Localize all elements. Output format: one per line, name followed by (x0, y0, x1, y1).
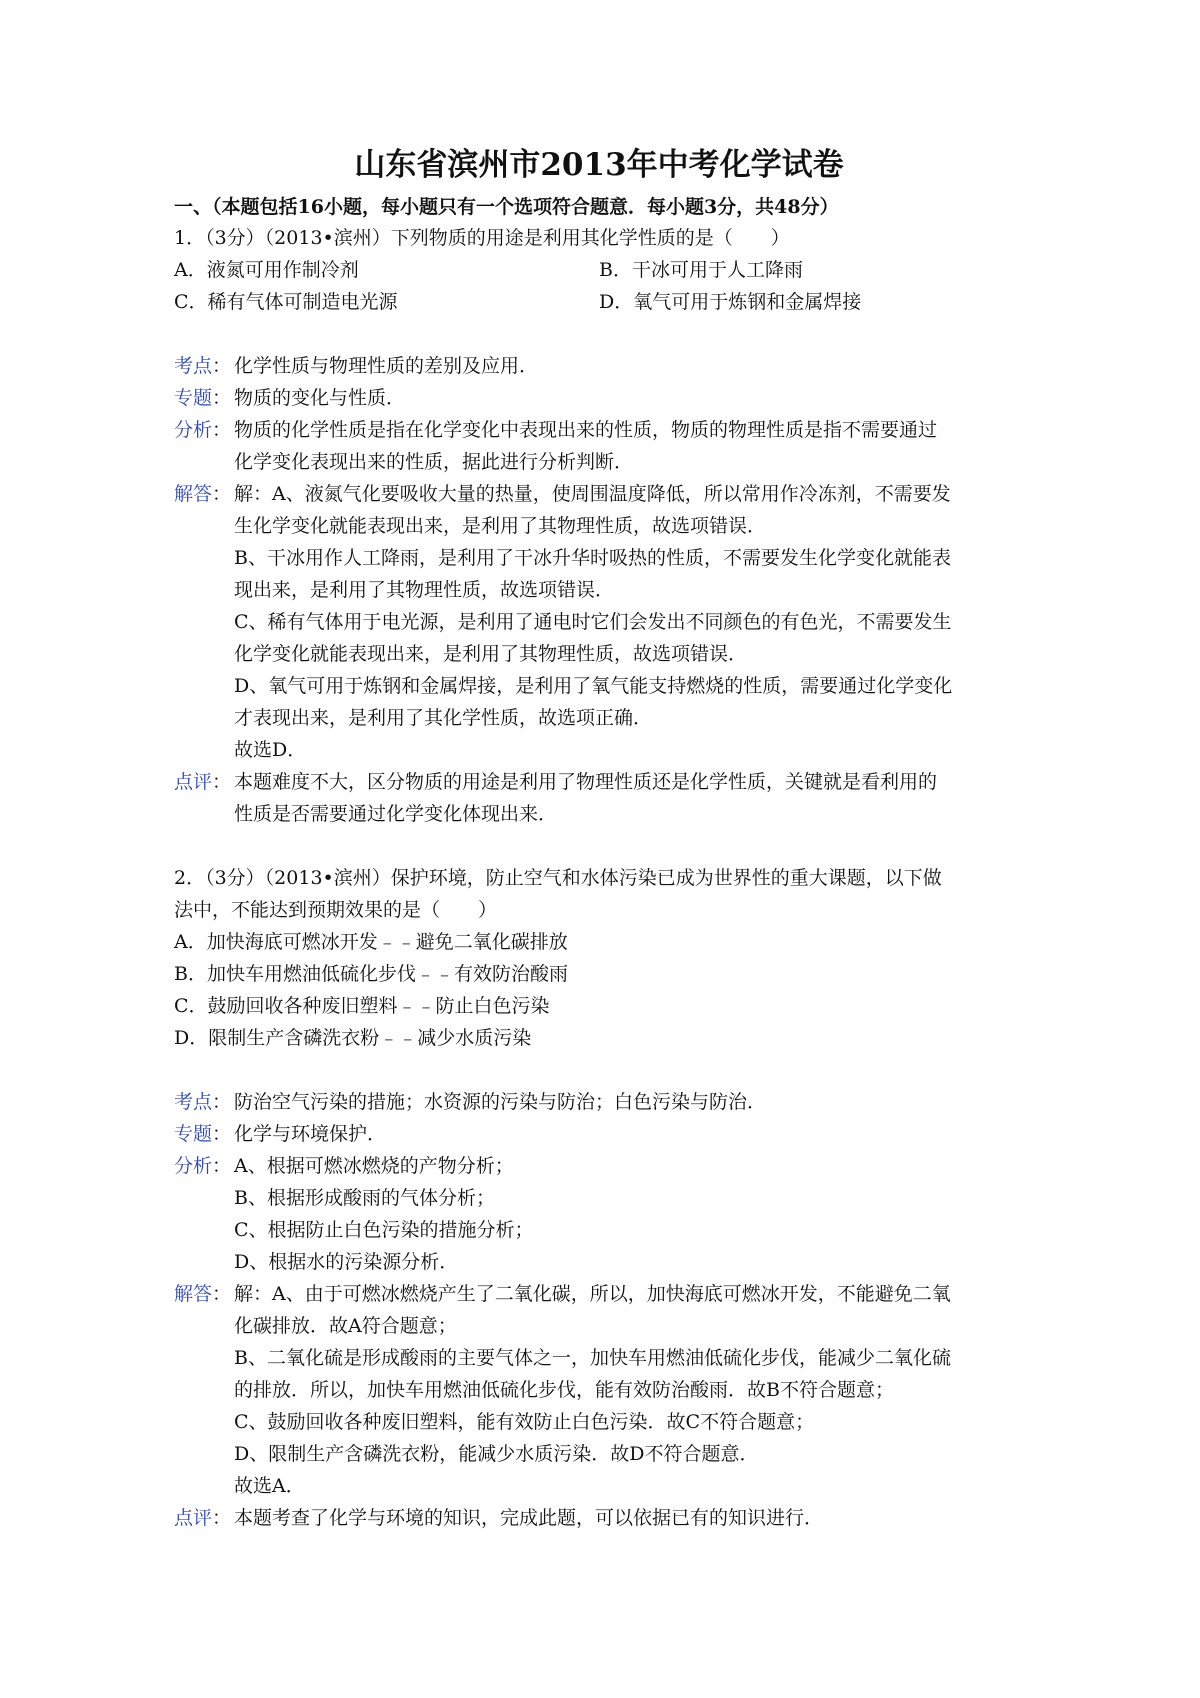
option-b: B．加快车用燃油低硫化步伐﹣﹣有效防治酸雨 (174, 963, 568, 985)
jieda-line: 现出来，是利用了其物理性质，故选项错误． (234, 579, 615, 601)
zhuanti-block: 专题： 化学与环境保护． (174, 1118, 1034, 1150)
jieda-line: 故选D． (234, 739, 307, 761)
jieda-line: 的排放．所以，加快车用燃油低硫化步伐，能有效防治酸雨．故B不符合题意； (234, 1379, 894, 1401)
question-2 (174, 862, 1034, 1534)
option-b: B．干冰可用于人工降雨 (599, 259, 803, 281)
jieda-line: 故选A． (234, 1475, 305, 1497)
jieda-line: D、氧气可用于炼钢和金属焊接，是利用了氧气能支持燃烧的性质，需要通过化学变化 (234, 675, 953, 697)
option-a: A．液氮可用作制冷剂 (174, 259, 359, 281)
fenxi-line: C、根据防止白色污染的措施分析； (234, 1219, 534, 1241)
jieda-label: 解答 (174, 483, 213, 505)
jieda-line: 化学变化就能表现出来，是利用了其物理性质，故选项错误． (234, 643, 748, 665)
question-1 (174, 222, 1034, 830)
question-stem: 2．（3分）（2013•滨州）保护环境，防止空气和水体污染已成为世界性的重大课题，以下做 (174, 867, 942, 889)
question-stem: 法中，不能达到预期效果的是（ ） (174, 899, 498, 921)
jieda-line: B、二氧化硫是形成酸雨的主要气体之一，加快车用燃油低硫化步伐，能减少二氧化硫 (234, 1347, 951, 1369)
fenxi-line: 物质的化学性质是指在化学变化中表现出来的性质，物质的物理性质是指不需要通过 (234, 419, 938, 441)
zhuanti-text: 物质的变化与性质． (234, 387, 406, 409)
kaodian-text: 化学性质与物理性质的差别及应用． (234, 355, 539, 377)
dianping-label: 点评 (174, 1507, 213, 1529)
zhuanti-block: 专题： 物质的变化与性质． (174, 382, 1034, 414)
kaodian-block: 考点： 化学性质与物理性质的差别及应用． (174, 350, 1034, 382)
fenxi-line: D、根据水的污染源分析． (234, 1251, 459, 1273)
dianping-line: 性质是否需要通过化学变化体现出来． (234, 803, 558, 825)
exam-page (174, 140, 1034, 1534)
jieda-line: 解：A、液氮气化要吸收大量的热量，使周围温度降低，所以常用作冷冻剂，不需要发 (234, 483, 951, 505)
jieda-block: 解答： 解：A、由于可燃冰燃烧产生了二氧化碳，所以，加快海底可燃冰开发，不能避免二氧 化碳排放．故A符合题意； B、二氧化硫是形成酸雨的主要气体之一，加快车用燃油低硫化步伐，能减少二氧化硫 的排放．所以，加快车用燃油低硫化步伐，能有效防治酸雨．故B不符合题意； C、鼓励回收各种废旧塑料，能有效防止白色污染．故C不符合题意； D、限制生产含磷洗衣粉，能减少水质污染．故D不符合题意． 故选A． (174, 1278, 1034, 1502)
section-header: 一、（本题包括16小题，每小题只有一个选项符合题意．每小题3分，共48分） (174, 196, 839, 218)
jieda-line: C、鼓励回收各种废旧塑料，能有效防止白色污染．故C不符合题意； (234, 1411, 815, 1433)
dianping-block: 点评： 本题难度不大，区分物质的用途是利用了物理性质还是化学性质，关键就是看利用的 性质是否需要通过化学变化体现出来． (174, 766, 1034, 830)
options-grid (174, 254, 1034, 318)
fenxi-block: 分析： 物质的化学性质是指在化学变化中表现出来的性质，物质的物理性质是指不需要通过 化学变化表现出来的性质，据此进行分析判断． (174, 414, 1034, 478)
jieda-line: 化碳排放．故A符合题意； (234, 1315, 457, 1337)
option-c: C．鼓励回收各种废旧塑料﹣﹣防止白色污染 (174, 995, 550, 1017)
kaodian-block: 考点： 防治空气污染的措施；水资源的污染与防治；白色污染与防治． (174, 1086, 1034, 1118)
zhuanti-text: 化学与环境保护． (234, 1123, 387, 1145)
dianping-line: 本题难度不大，区分物质的用途是利用了物理性质还是化学性质，关键就是看利用的 (234, 771, 938, 793)
option-d: D．氧气可用于炼钢和金属焊接 (599, 291, 862, 313)
jieda-line: B、干冰用作人工降雨，是利用了干冰升华时吸热的性质，不需要发生化学变化就能表 (234, 547, 951, 569)
kaodian-label: 考点 (174, 355, 213, 377)
kaodian-text: 防治空气污染的措施；水资源的污染与防治；白色污染与防治． (234, 1091, 767, 1113)
jieda-block: 解答： 解：A、液氮气化要吸收大量的热量，使周围温度降低，所以常用作冷冻剂，不需要发 生化学变化就能表现出来，是利用了其物理性质，故选项错误． B、干冰用作人工降雨，是利用了干冰升华时吸热的性质，不需要发生化学变化就能表 现出来，是利用了其物理性质，故选项错误． C、稀有气体用于电光源，是利用了通电时它们会发出不同颜色的有色光，不需要发生 化学变化就能表现出来，是利用了其物理性质，故选项错误． D、氧气可用于炼钢和金属焊接，是利用了氧气能支持燃烧的性质，需要通过化学变化 才表现出来，是利用了其化学性质，故选项正确． 故选D． (174, 478, 1034, 766)
dianping-block: 点评： 本题考查了化学与环境的知识，完成此题，可以依据已有的知识进行． (174, 1502, 1034, 1534)
jieda-line: 生化学变化就能表现出来，是利用了其物理性质，故选项错误． (234, 515, 767, 537)
option-d: D．限制生产含磷洗衣粉﹣﹣减少水质污染 (174, 1027, 532, 1049)
fenxi-line: A、根据可燃冰燃烧的产物分析； (234, 1155, 514, 1177)
jieda-line: 解：A、由于可燃冰燃烧产生了二氧化碳，所以，加快海底可燃冰开发，不能避免二氧 (234, 1283, 951, 1305)
page-title: 山东省滨州市2013年中考化学试卷 (354, 147, 844, 183)
option-a: A．加快海底可燃冰开发﹣﹣避免二氧化碳排放 (174, 931, 568, 953)
zhuanti-label: 专题 (174, 387, 213, 409)
fenxi-label: 分析 (174, 1155, 213, 1177)
jieda-line: C、稀有气体用于电光源，是利用了通电时它们会发出不同颜色的有色光，不需要发生 (234, 611, 952, 633)
kaodian-label: 考点 (174, 1091, 213, 1113)
dianping-label: 点评 (174, 771, 213, 793)
dianping-line: 本题考查了化学与环境的知识，完成此题，可以依据已有的知识进行． (234, 1507, 824, 1529)
question-stem: 1．（3分）（2013•滨州）下列物质的用途是利用其化学性质的是（ ） (174, 227, 790, 249)
fenxi-label: 分析 (174, 419, 213, 441)
fenxi-line: 化学变化表现出来的性质，据此进行分析判断． (234, 451, 634, 473)
option-c: C．稀有气体可制造电光源 (174, 291, 398, 313)
fenxi-line: B、根据形成酸雨的气体分析； (234, 1187, 495, 1209)
fenxi-block: 分析： A、根据可燃冰燃烧的产物分析； B、根据形成酸雨的气体分析； C、根据防止白色污染的措施分析； D、根据水的污染源分析． (174, 1150, 1034, 1278)
jieda-label: 解答 (174, 1283, 213, 1305)
jieda-line: D、限制生产含磷洗衣粉，能减少水质污染．故D不符合题意． (234, 1443, 759, 1465)
zhuanti-label: 专题 (174, 1123, 213, 1145)
jieda-line: 才表现出来，是利用了其化学性质，故选项正确． (234, 707, 653, 729)
